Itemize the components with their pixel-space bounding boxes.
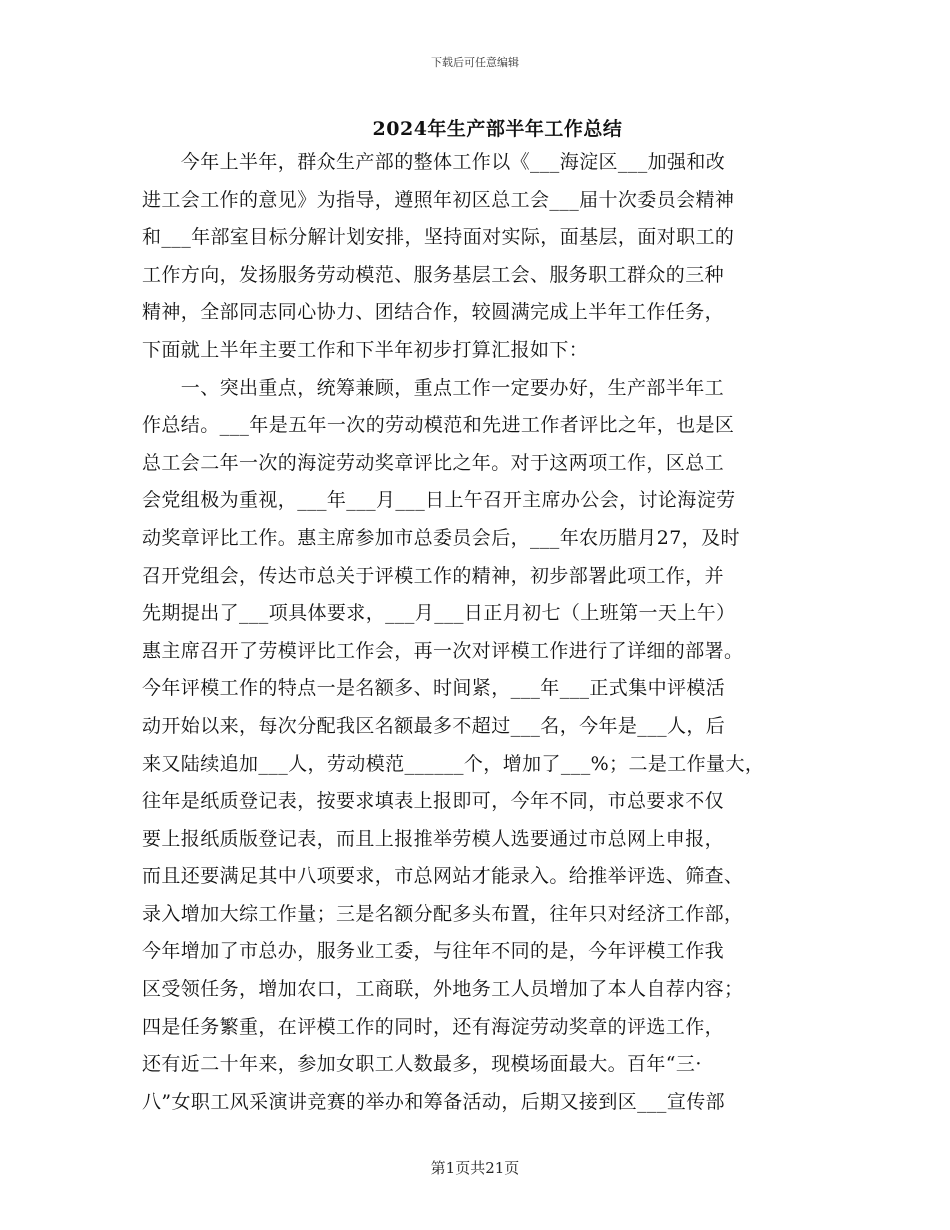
body-line: 作总结。___年是五年一次的劳动模范和先进工作者评比之年，也是区	[142, 414, 735, 437]
body-line: 一、突出重点，统筹兼顾，重点工作一定要办好，生产部半年工	[142, 376, 725, 399]
body-line: 来又陆续追加___人，劳动模范______个，增加了___%；二是工作量大，	[142, 752, 765, 775]
body-line: 下面就上半年主要工作和下半年初步打算汇报如下：	[142, 338, 589, 361]
header-note: 下载后可任意编辑	[431, 56, 519, 69]
body-line: 要上报纸质版登记表，而且上报推举劳模人选要通过市总网上申报，	[142, 827, 725, 850]
body-line: 先期提出了___项具体要求，___月___日正月初七（上班第一天上午）	[142, 602, 736, 625]
page-number: 第1页共21页	[430, 1159, 520, 1177]
body-line: 总工会二年一次的海淀劳动奖章评比之年。对于这两项工作，区总工	[142, 451, 725, 474]
body-line: 今年评模工作的特点一是名额多、时间紧，___年___正式集中评模活	[142, 677, 726, 700]
document-body	[142, 144, 822, 1121]
body-line: 录入增加大综工作量；三是名额分配多头布置，往年只对经济工作部，	[142, 902, 744, 925]
body-line: 和___年部室目标分解计划安排，坚持面对实际，面基层，面对职工的	[142, 226, 735, 249]
body-line: 进工会工作的意见》为指导，遵照年初区总工会___届十次委员会精神	[142, 188, 735, 211]
body-line: 还有近二十年来，参加女职工人数最多，现模场面最大。百年“三·	[142, 1053, 702, 1076]
body-line: 工作方向，发扬服务劳动模范、服务基层工会、服务职工群众的三种	[142, 263, 725, 286]
body-line: 而且还要满足其中八项要求，市总网站才能录入。给推举评选、筛查、	[142, 865, 744, 888]
body-line: 四是任务繁重，在评模工作的同时，还有海淀劳动奖章的评选工作，	[142, 1015, 725, 1038]
body-line: 动奖章评比工作。惠主席参加市总委员会后，___年农历腊月27，及时	[142, 526, 740, 549]
body-line: 往年是纸质登记表，按要求填表上报即可，今年不同，市总要求不仅	[142, 790, 725, 813]
body-line: 精神，全部同志同心协力、团结合作，较圆满完成上半年工作任务，	[142, 301, 725, 324]
body-line: 八”女职工风采演讲竞赛的举办和筹备活动，后期又接到区___宣传部	[142, 1090, 726, 1113]
body-line: 会党组极为重视，___年___月___日上午召开主席办公会，讨论海淀劳	[142, 489, 736, 512]
document-title: 2024年生产部半年工作总结	[372, 118, 623, 140]
body-line: 今年增加了市总办，服务业工委，与往年不同的是，今年评模工作我	[142, 940, 725, 963]
body-line: 惠主席召开了劳模评比工作会，再一次对评模工作进行了详细的部署。	[142, 639, 744, 662]
body-line: 召开党组会，传达市总关于评模工作的精神，初步部署此项工作，并	[142, 564, 725, 587]
body-line: 动开始以来，每次分配我区名额最多不超过___名，今年是___人，后	[142, 714, 726, 737]
body-line: 今年上半年，群众生产部的整体工作以《___海淀区___加强和改	[142, 151, 726, 173]
body-line: 区受领任务，增加农口，工商联，外地务工人员增加了本人自荐内容；	[142, 978, 744, 1001]
